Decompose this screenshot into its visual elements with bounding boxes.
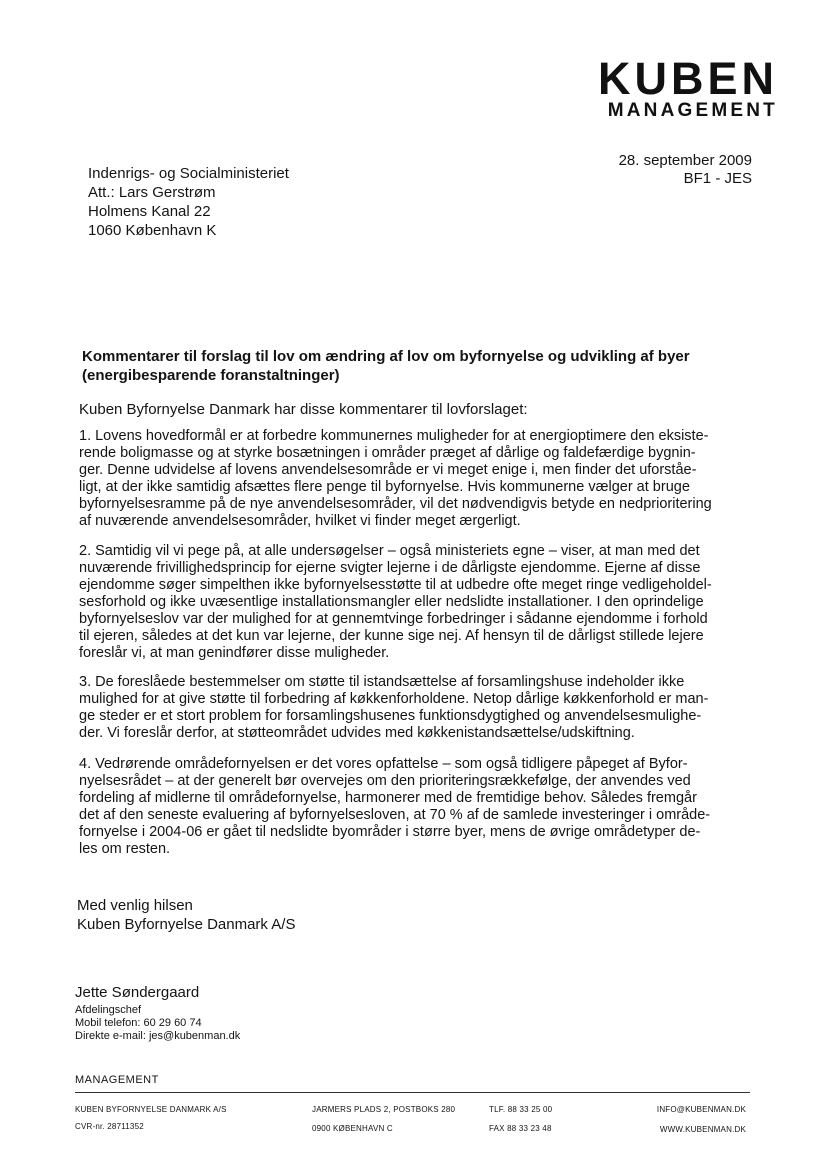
signer-name: Jette Søndergaard — [75, 984, 200, 1001]
text-line: rende boligmasse og at styrke bosætningen i områder præget af dårlige og faldefærdige bygnin- — [79, 445, 696, 461]
text-line: ejendomme søger simpelthen ikke byfornyelsesstøtte til at udbedre ofte meget ringe vedligeholdel- — [79, 577, 712, 593]
footer-fax: FAX 88 33 23 48 — [489, 1124, 552, 1133]
recipient-line: Holmens Kanal 22 — [88, 203, 211, 220]
date-reference-block — [560, 152, 752, 188]
paragraph-2 — [79, 543, 779, 662]
footer-cvr: CVR-nr. 28711352 — [75, 1122, 144, 1131]
footer-email-link[interactable]: INFO@KUBENMAN.DK — [656, 1105, 746, 1114]
text-line: 3. De foreslåede bestemmelser om støtte til istandsættelse af forsamlingshuse indeholder ikke — [79, 674, 685, 690]
text-line: der. Vi foreslår derfor, at støtteområdet udvides med køkkenistandsættelse/udskiftning. — [79, 725, 635, 741]
text-line: til ejeren, således at det kun var lejerne, der kunne sige nej. Af hensyn til de dårligst stillede lejere — [79, 628, 704, 644]
text-line: af nuværende anvendelsesområder, hvilket vi finder meget ærgerligt. — [79, 513, 521, 529]
text-line: byfornyelseslov var der mulighed for at gennemtvinge forbedringer i sådanne ejendomme i forhold — [79, 611, 708, 627]
company-logo: KUBEN — [597, 53, 778, 104]
footer-city: 0900 KØBENHAVN C — [312, 1124, 393, 1133]
letter-date: 28. september 2009 — [618, 152, 752, 169]
text-line: det af den seneste evaluering af byfornyelsesloven, at 70 % af de samlede investeringer i område- — [79, 807, 711, 823]
footer-brand: MANAGEMENT — [75, 1074, 159, 1086]
text-line: nuværende frivillighedsprincip for ejerne svigter lejerne i de dårligste ejendomme. Ejerne af disse — [79, 560, 701, 576]
footer-phone: TLF. 88 33 25 00 — [489, 1105, 553, 1114]
text-line: 2. Samtidig vil vi pege på, at alle undersøgelser – også ministeriets egne – viser, at man med det — [79, 543, 700, 559]
recipient-line: Att.: Lars Gerstrøm — [88, 184, 216, 201]
text-line: foreslår vi, at man genindfører disse muligheder. — [79, 645, 390, 661]
closing-line: Kuben Byfornyelse Danmark A/S — [77, 916, 296, 933]
text-line: 4. Vedrørende områdefornyelsen er det vores opfattelse – som også tidligere påpeget af Byfor- — [79, 756, 688, 772]
footer-web-link[interactable]: WWW.KUBENMAN.DK — [659, 1125, 746, 1134]
text-line: 1. Lovens hovedformål er at forbedre kommunernes muligheder for at energioptimere den eksiste- — [79, 428, 709, 444]
paragraph-4 — [79, 756, 779, 858]
text-line: byfornyelsesramme på de nye anvendelsesområder, vil det nødvendigvis betyde en nedprioritering — [79, 496, 712, 512]
text-line: fornyelse i 2004-06 er gået til nedslidte byområder i større byer, mens de øvrige områdetyper de- — [79, 824, 701, 840]
footer-divider — [75, 1092, 750, 1093]
subject-line: (energibesparende foranstaltninger) — [82, 367, 340, 384]
text-line: ligt, at der ikke samtidig afsættes flere penge til byfornyelse. Hvis kommunerne vælger at bruge — [79, 479, 690, 495]
recipient-line: Indenrigs- og Socialministeriet — [88, 165, 289, 182]
company-logo-subtitle: MANAGEMENT — [607, 100, 778, 121]
signer-email: Direkte e-mail: jes@kubenman.dk — [75, 1030, 241, 1042]
paragraph-1 — [79, 428, 779, 530]
subject-line: Kommentarer til forslag til lov om ændring af lov om byfornyelse og udvikling af byer — [82, 348, 690, 365]
letter-closing — [77, 896, 295, 934]
paragraph-3 — [79, 674, 779, 742]
recipient-line: 1060 København K — [88, 222, 217, 239]
text-line: nyelsesrådet – at der generelt bør overvejes om den prioriteringsrækkefølge, der anvendes ved — [79, 773, 691, 789]
signer-title: Afdelingschef — [75, 1004, 142, 1016]
text-line: fordeling af midlerne til områdefornyelse, harmonerer med de fremtidige behov. Således fremgår — [79, 790, 697, 806]
text-line: les om resten. — [79, 841, 171, 857]
text-line: sesforhold og ikke uvæsentlige installationsmangler eller nedslidte installationer. I den oprindelige — [79, 594, 704, 610]
text-line: ger. Denne udvidelse af lovens anvendelsesområde er vi meget enige i, men finder det uforståe- — [79, 462, 697, 478]
closing-line: Med venlig hilsen — [77, 897, 193, 914]
signer-phone: Mobil telefon: 60 29 60 74 — [75, 1017, 202, 1029]
letter-subject — [82, 347, 762, 385]
text-line: mulighed for at give støtte til forbedring af køkkenforholdene. Netop dårlige køkkenforhold er man- — [79, 691, 709, 707]
letter-reference: BF1 - JES — [683, 170, 752, 187]
footer-company: KUBEN BYFORNYELSE DANMARK A/S — [75, 1105, 227, 1114]
text-line: ge steder er et stort problem for forsamlingshusenes funktionsdygtighed og anvendelsesmulighe- — [79, 708, 702, 724]
letter-intro: Kuben Byfornyelse Danmark har disse kommentarer til lovforslaget: — [79, 401, 528, 418]
recipient-address — [88, 164, 289, 240]
footer-street: JARMERS PLADS 2, POSTBOKS 280 — [312, 1105, 456, 1114]
signer-details — [75, 1004, 240, 1043]
